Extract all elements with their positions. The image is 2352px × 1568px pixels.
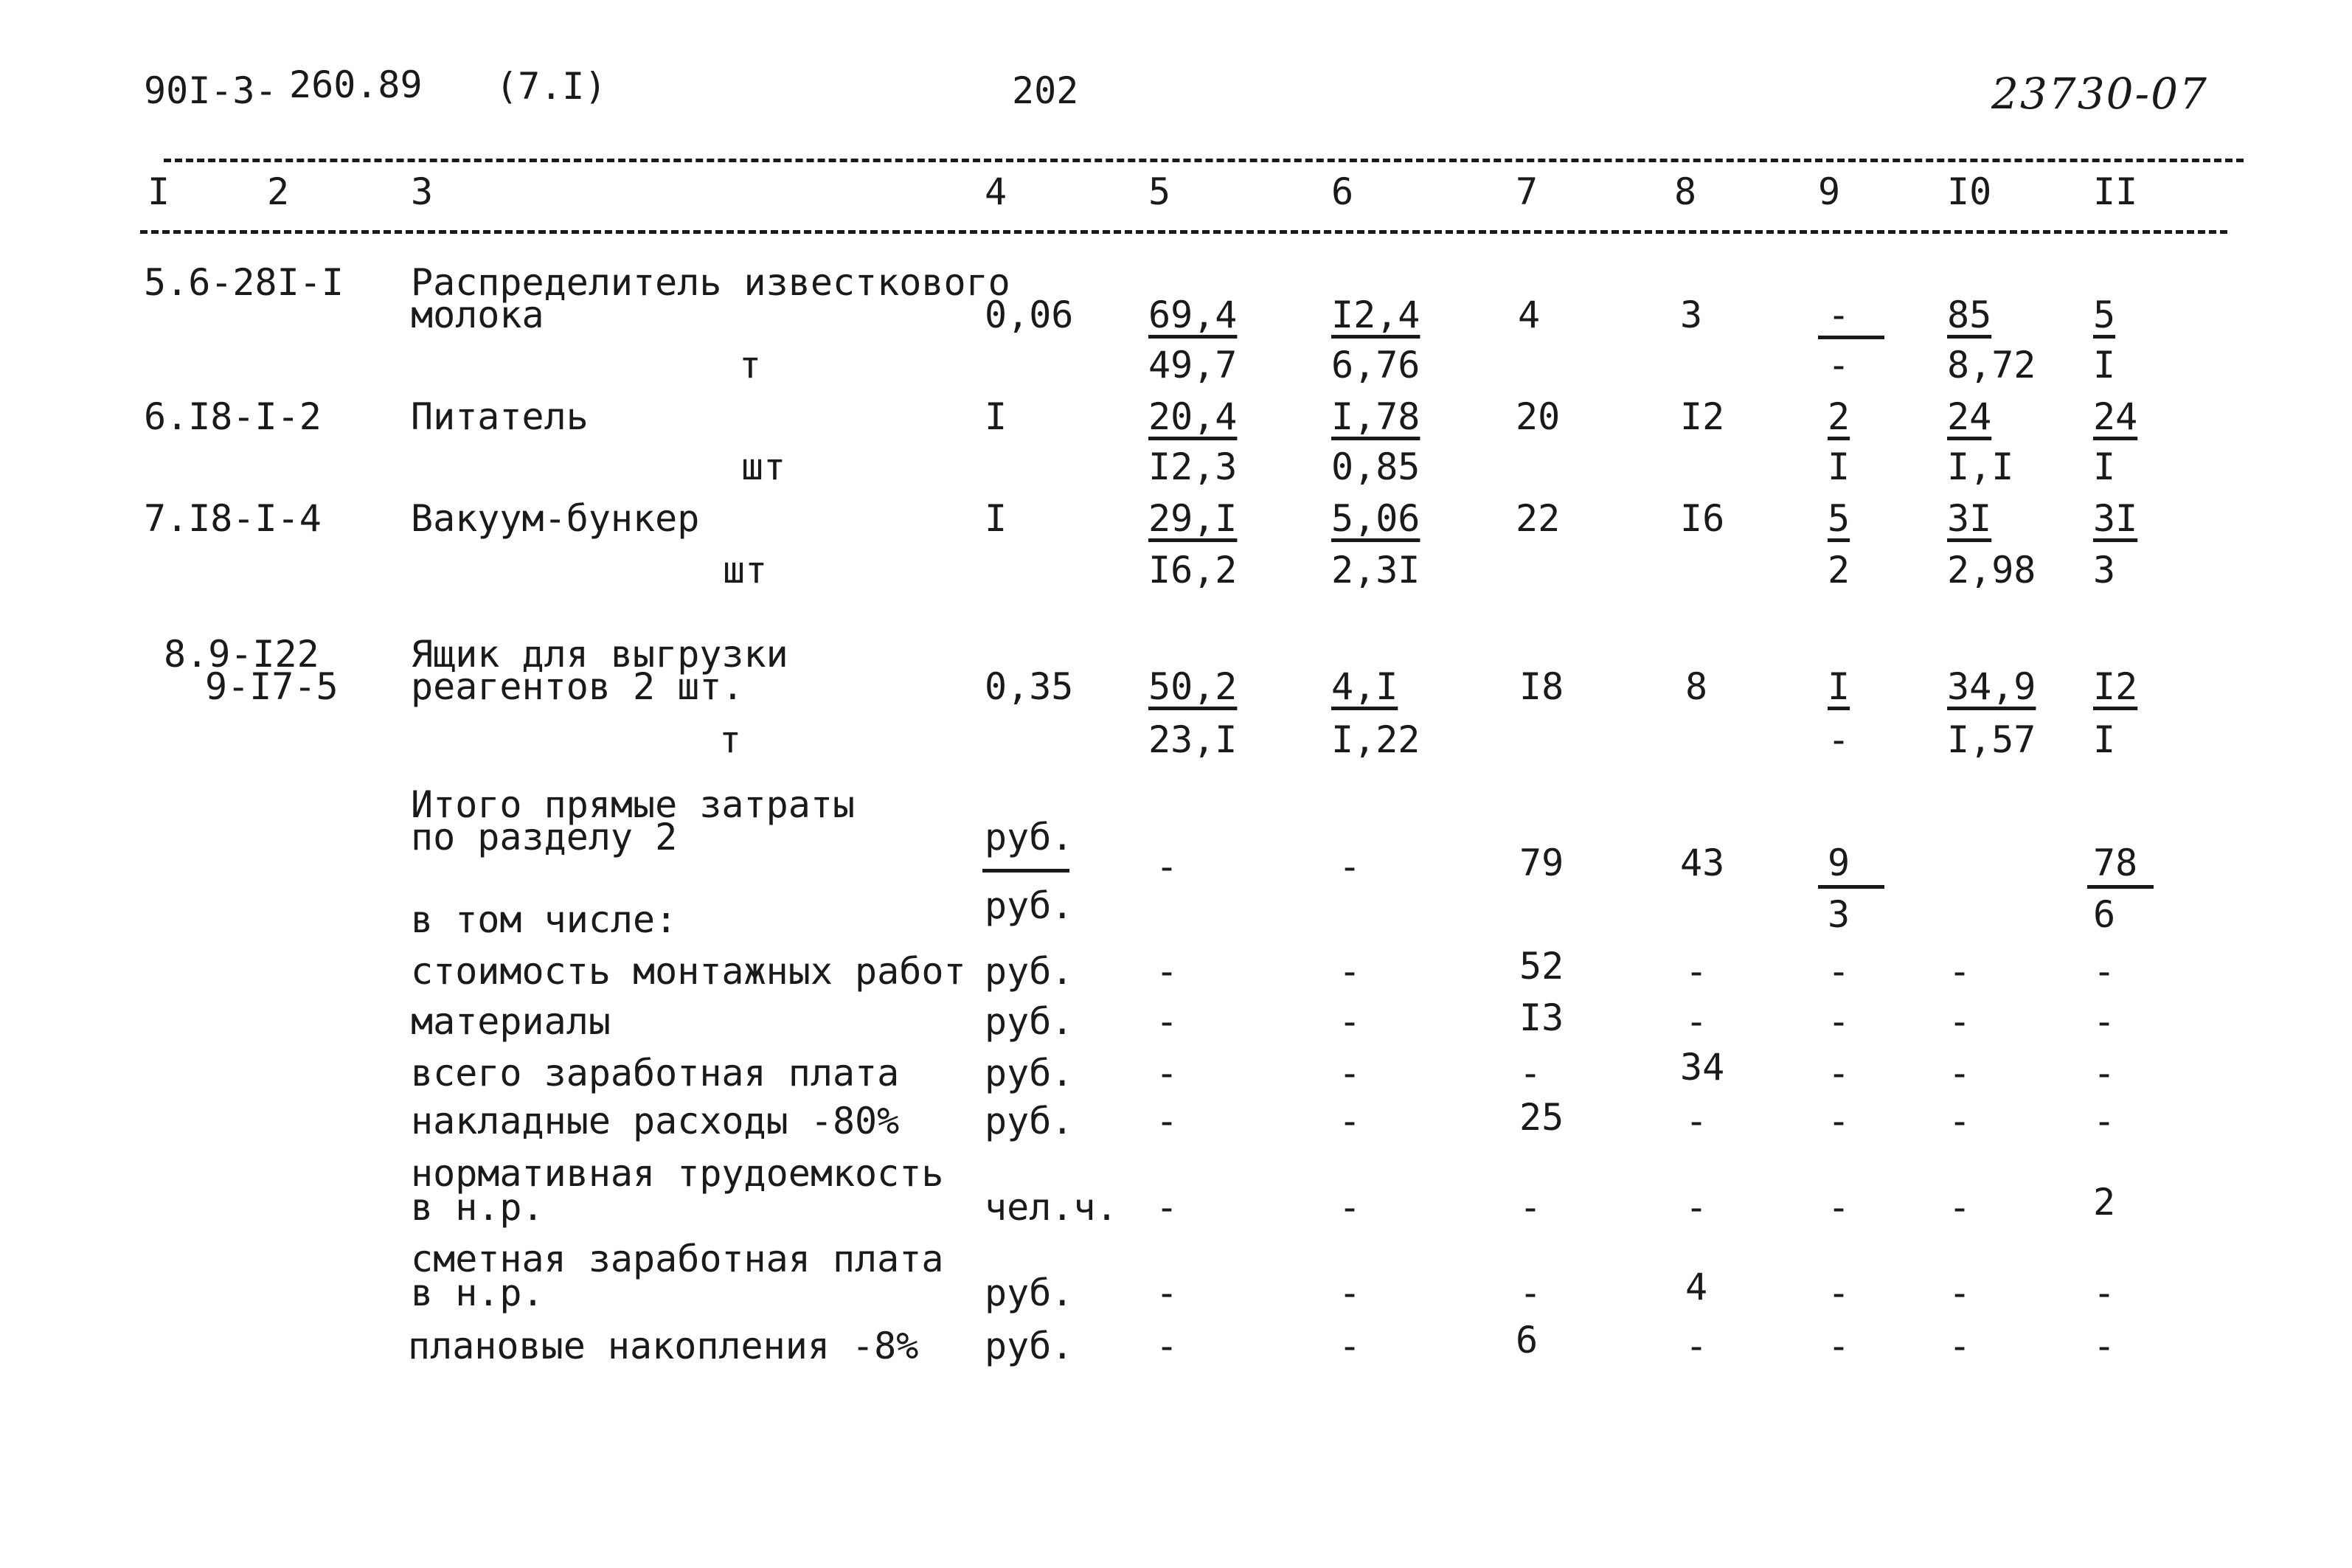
breakdown-col9: -	[1828, 1000, 1850, 1043]
breakdown-col5: -	[1156, 950, 1179, 993]
totals-col9-fraction-line	[1818, 885, 1884, 889]
item-name-line: Ящик для выгрузки	[411, 633, 788, 676]
header-top-rule	[164, 159, 2244, 162]
breakdown-label: всего заработная плата	[411, 1052, 900, 1095]
breakdown-col7: 6	[1516, 1319, 1538, 1361]
column-header-6: 6	[1331, 170, 1354, 213]
breakdown-unit: руб.	[985, 1100, 1074, 1142]
breakdown-col10: -	[1949, 1100, 1971, 1142]
cell-col6-bottom: 6,76	[1331, 344, 1420, 386]
breakdown-col10: -	[1949, 1000, 1971, 1043]
breakdown-label: стоимость монтажных работ	[411, 950, 966, 993]
breakdown-col5: -	[1156, 1272, 1179, 1314]
breakdown-label: сметная заработная плата	[411, 1238, 944, 1280]
breakdown-col11: -	[2093, 1325, 2116, 1367]
breakdown-col7: 52	[1519, 945, 1564, 988]
breakdown-label: плановые накопления -8%	[408, 1325, 919, 1367]
cell-col8: 3	[1680, 294, 1703, 336]
column-header-4: 4	[985, 170, 1007, 213]
item-code: 5.6-28I-I	[144, 261, 344, 304]
breakdown-col5: -	[1156, 1052, 1179, 1095]
cell-col11-top: 3I	[2093, 497, 2138, 540]
cell-col10-bottom: 2,98	[1947, 549, 2036, 592]
cell-col6-bottom: 2,3I	[1331, 549, 1420, 592]
cell-col11-bottom: 3	[2093, 549, 2116, 592]
breakdown-col10: -	[1949, 1272, 1971, 1314]
breakdown-col7: -	[1519, 1272, 1542, 1314]
cell-col7: I8	[1519, 665, 1564, 708]
breakdown-col11: -	[2093, 950, 2116, 993]
cell-col5-bottom: 49,7	[1148, 344, 1238, 386]
cell-col6-top: 5,06	[1331, 497, 1420, 540]
cell-col5-top: 69,4	[1148, 294, 1238, 336]
breakdown-col6: -	[1339, 1100, 1361, 1142]
breakdown-col8: -	[1685, 950, 1708, 993]
cell-col5-top: 50,2	[1148, 665, 1238, 708]
item-code: 8.9-I22	[164, 633, 319, 676]
cell-col8: I2	[1680, 395, 1725, 438]
inventory-number: 23730-07	[1991, 69, 2208, 119]
cell-col8: 8	[1685, 665, 1708, 708]
item-name-line: реагентов 2 шт.	[411, 665, 744, 708]
item-name-line: молока	[411, 294, 544, 336]
totals-unit-top: руб.	[985, 816, 1074, 858]
breakdown-col5: -	[1156, 1325, 1179, 1367]
cell-col7: 20	[1516, 395, 1561, 438]
breakdown-col10: -	[1949, 950, 1971, 993]
breakdown-label: в н.р.	[411, 1272, 544, 1314]
cell-col8: I6	[1680, 497, 1725, 540]
breakdown-col6: -	[1339, 1325, 1361, 1367]
cell-col5-bottom: 23,I	[1148, 718, 1238, 761]
cell-col9-fraction-line	[1818, 336, 1884, 339]
cell-col6-top: 4,I	[1331, 665, 1398, 708]
column-header-5: 5	[1148, 170, 1171, 213]
breakdown-col6: -	[1339, 950, 1361, 993]
item-code: 9-I7-5	[205, 665, 339, 708]
column-header-3: 3	[411, 170, 434, 213]
cell-col5-top: 29,I	[1148, 497, 1238, 540]
item-quantity: 0,06	[985, 294, 1074, 336]
totals-col5: -	[1156, 845, 1179, 888]
breakdown-col8: 34	[1680, 1046, 1725, 1089]
cell-col10-bottom: 8,72	[1947, 344, 2036, 386]
breakdown-col6: -	[1339, 1272, 1361, 1314]
breakdown-label: в н.р.	[411, 1186, 544, 1229]
item-quantity: I	[985, 395, 1007, 438]
cell-col11-top: 24	[2093, 395, 2138, 438]
totals-col7: 79	[1519, 842, 1564, 884]
breakdown-col11: 2	[2093, 1181, 2116, 1224]
item-unit: шт	[723, 549, 768, 592]
totals-col11-fraction-line	[2087, 885, 2154, 889]
breakdown-label: нормативная трудоемкость	[411, 1152, 944, 1195]
cell-col9-top: I	[1828, 665, 1850, 708]
totals-unit-fraction-line	[982, 869, 1069, 873]
breakdown-col6: -	[1339, 1052, 1361, 1095]
breakdown-unit: чел.ч.	[985, 1186, 1118, 1229]
breakdown-col5: -	[1156, 1100, 1179, 1142]
item-unit: т	[739, 344, 762, 386]
column-header-1: I	[148, 170, 170, 213]
breakdown-col8: -	[1685, 1000, 1708, 1043]
breakdown-unit: руб.	[985, 1052, 1074, 1095]
cell-col6-bottom: 0,85	[1331, 445, 1420, 488]
breakdown-col7: I3	[1519, 996, 1564, 1039]
breakdown-col6: -	[1339, 1186, 1361, 1229]
cell-col11-bottom: I	[2093, 718, 2116, 761]
breakdown-unit: руб.	[985, 1272, 1074, 1314]
cell-col7: 4	[1518, 294, 1541, 336]
breakdown-col8: 4	[1685, 1266, 1708, 1308]
breakdown-col8: -	[1685, 1325, 1708, 1367]
item-name-line: Питатель	[411, 395, 589, 438]
item-code: 7.I8-I-4	[144, 497, 322, 540]
cell-col6-top: I2,4	[1331, 294, 1420, 336]
cell-col10-bottom: I,57	[1947, 718, 2036, 761]
breakdown-unit: руб.	[985, 1000, 1074, 1043]
breakdown-col5: -	[1156, 1186, 1179, 1229]
breakdown-col11: -	[2093, 1272, 2116, 1314]
totals-col11-top: 78	[2093, 842, 2138, 884]
cell-col11-top: I2	[2093, 665, 2138, 708]
breakdown-col11: -	[2093, 1000, 2116, 1043]
cell-col9-bottom: I	[1828, 445, 1850, 488]
totals-label-line: по разделу 2	[411, 816, 678, 858]
breakdown-unit: руб.	[985, 1325, 1074, 1367]
breakdown-col9: -	[1828, 1100, 1850, 1142]
item-unit: шт	[741, 445, 786, 488]
breakdown-col9: -	[1828, 1186, 1850, 1229]
including-label: в том числе:	[411, 898, 678, 941]
breakdown-label: накладные расходы -80%	[411, 1100, 900, 1142]
column-header-2: 2	[267, 170, 290, 213]
totals-col8: 43	[1680, 842, 1725, 884]
breakdown-col8: -	[1685, 1100, 1708, 1142]
cell-col5-bottom: I2,3	[1148, 445, 1238, 488]
totals-col9-top: 9	[1828, 842, 1850, 884]
item-unit: т	[719, 718, 742, 761]
breakdown-col11: -	[2093, 1052, 2116, 1095]
cell-col10-top: 34,9	[1947, 665, 2036, 708]
breakdown-col5: -	[1156, 1000, 1179, 1043]
breakdown-col8: -	[1685, 1186, 1708, 1229]
breakdown-col7: -	[1519, 1052, 1542, 1095]
breakdown-col11: -	[2093, 1100, 2116, 1142]
item-code: 6.I8-I-2	[144, 395, 322, 438]
breakdown-col9: -	[1828, 950, 1850, 993]
cell-col10-top: 3I	[1947, 497, 1992, 540]
cell-col10-top: 24	[1947, 395, 1992, 438]
column-header-11: II	[2093, 170, 2138, 213]
totals-unit-bottom: руб.	[985, 884, 1074, 927]
item-quantity: 0,35	[985, 665, 1074, 708]
cell-col11-bottom: I	[2093, 344, 2116, 386]
header-bottom-rule	[140, 230, 2227, 234]
breakdown-unit: руб.	[985, 950, 1074, 993]
breakdown-col10: -	[1949, 1052, 1971, 1095]
totals-col11-bottom: 6	[2093, 893, 2116, 936]
item-name-line: Вакуум-бункер	[411, 497, 700, 540]
cell-col9-top: 5	[1828, 497, 1850, 540]
cell-col9-top: 2	[1828, 395, 1850, 438]
totals-label-line: Итого прямые затраты	[411, 783, 856, 826]
cell-col5-bottom: I6,2	[1148, 549, 1238, 592]
column-header-7: 7	[1516, 170, 1538, 213]
cell-col5-top: 20,4	[1148, 395, 1238, 438]
column-header-9: 9	[1818, 170, 1841, 213]
breakdown-col9: -	[1828, 1052, 1850, 1095]
cell-col9-bottom: -	[1828, 344, 1850, 386]
column-header-8: 8	[1674, 170, 1697, 213]
cell-col10-bottom: I,I	[1947, 445, 2014, 488]
breakdown-col7: 25	[1519, 1096, 1564, 1139]
cell-col6-top: I,78	[1331, 395, 1420, 438]
breakdown-col7: -	[1519, 1186, 1542, 1229]
item-name-line: Распределитель известкового	[411, 261, 1010, 304]
cell-col11-top: 5	[2093, 294, 2116, 336]
document-number: 260.89	[289, 63, 423, 106]
breakdown-col6: -	[1339, 1000, 1361, 1043]
breakdown-col9: -	[1828, 1325, 1850, 1367]
cell-col9-bottom: 2	[1828, 549, 1850, 592]
cell-col6-bottom: I,22	[1331, 718, 1420, 761]
cell-col9-top: -	[1828, 294, 1850, 336]
document-section: (7.I)	[496, 65, 607, 108]
breakdown-label: материалы	[411, 1000, 611, 1043]
totals-col6: -	[1339, 845, 1361, 888]
cell-col10-top: 85	[1947, 294, 1992, 336]
breakdown-col10: -	[1949, 1325, 1971, 1367]
cell-col11-bottom: I	[2093, 445, 2116, 488]
page-number: 202	[1012, 69, 1079, 112]
item-quantity: I	[985, 497, 1007, 540]
breakdown-col10: -	[1949, 1186, 1971, 1229]
totals-col9-bottom: 3	[1828, 893, 1850, 936]
cell-col9-bottom: -	[1828, 718, 1850, 761]
column-header-10: I0	[1947, 170, 1992, 213]
cell-col7: 22	[1516, 497, 1561, 540]
document-code: 90I-3-	[144, 69, 277, 112]
breakdown-col9: -	[1828, 1272, 1850, 1314]
